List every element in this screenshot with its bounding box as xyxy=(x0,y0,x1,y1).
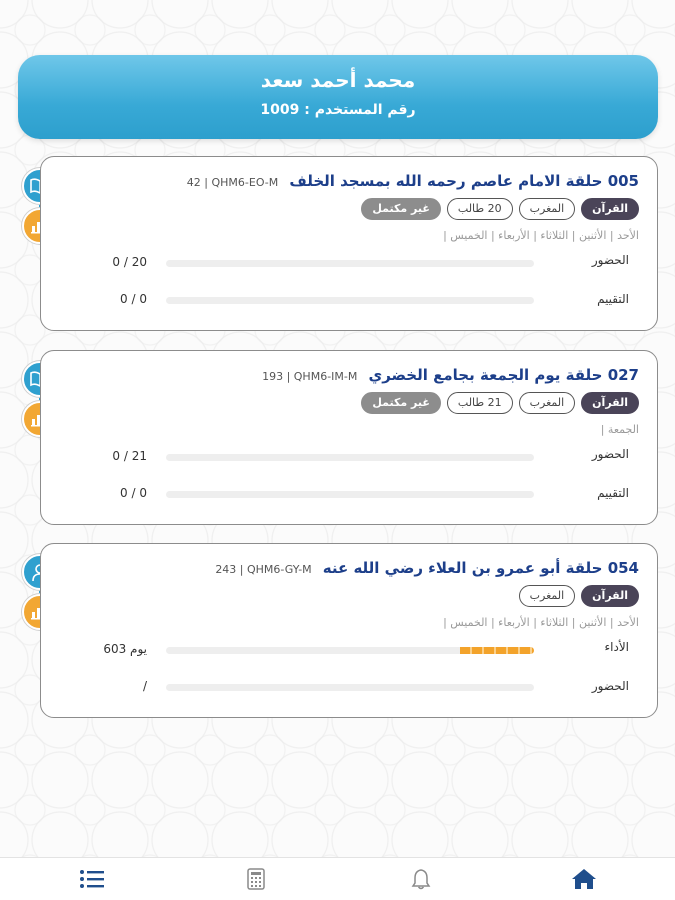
metric-label: الحضور xyxy=(591,447,629,461)
card-tags xyxy=(361,392,639,414)
rating-bar xyxy=(166,491,534,498)
list-icon[interactable] xyxy=(78,866,106,892)
bell-icon[interactable] xyxy=(407,866,435,892)
tag-subject: القرآن xyxy=(581,585,639,607)
card-meta: 193 | QHM6-IM-M xyxy=(262,370,358,383)
report-icon[interactable] xyxy=(242,866,270,892)
performance-bar-fill xyxy=(460,647,534,654)
metric-label: الحضور xyxy=(591,679,629,693)
card-title: 027 حلقة يوم الجمعة بجامع الخضري xyxy=(368,366,639,384)
card-days: الأحد | الأثنين | الثلاثاء | الأربعاء | الخميس | xyxy=(443,229,639,242)
metric-value: 603 يوم xyxy=(103,642,147,656)
metric-label: التقييم xyxy=(597,486,629,500)
tag-time: المغرب xyxy=(519,585,576,607)
card-days: الجمعة | xyxy=(600,423,639,436)
tag-time: المغرب xyxy=(519,392,576,414)
metric-value: / xyxy=(142,679,147,693)
tag-status: غير مكتمل xyxy=(361,198,441,220)
tag-subject: القرآن xyxy=(581,198,639,220)
card-meta: 42 | QHM6-EO-M xyxy=(186,176,279,189)
card-title-row xyxy=(61,558,639,577)
metric-label: الأداء xyxy=(604,640,629,654)
tag-subject: القرآن xyxy=(581,392,639,414)
performance-bar xyxy=(166,647,534,654)
metric-label: الحضور xyxy=(591,253,629,267)
card-days: الأحد | الأثنين | الثلاثاء | الأربعاء | الخميس | xyxy=(443,616,639,629)
metric-value: 0 / 20 xyxy=(112,255,147,269)
rating-bar xyxy=(166,297,534,304)
attendance-bar xyxy=(166,454,534,461)
tag-students: 20 طالب xyxy=(447,198,513,220)
attendance-bar xyxy=(166,684,534,691)
tag-status: غير مكتمل xyxy=(361,392,441,414)
card-title: 054 حلقة أبو عمرو بن العلاء رضي الله عنه xyxy=(322,559,639,577)
bottom-nav xyxy=(0,857,675,900)
home-icon[interactable] xyxy=(570,866,598,892)
user-id: رقم المستخدم : 1009 xyxy=(260,102,416,118)
card-title-row xyxy=(61,171,639,190)
card-tags xyxy=(519,585,639,607)
circle-card[interactable] xyxy=(40,156,658,331)
metric-value: 0 / 0 xyxy=(120,292,147,306)
card-title-row xyxy=(61,365,639,384)
tag-time: المغرب xyxy=(519,198,576,220)
circle-card[interactable] xyxy=(40,543,658,718)
card-meta: 243 | QHM6-GY-M xyxy=(215,563,312,576)
tag-students: 21 طالب xyxy=(447,392,513,414)
circle-card[interactable] xyxy=(40,350,658,525)
metric-value: 0 / 21 xyxy=(112,449,147,463)
metric-value: 0 / 0 xyxy=(120,486,147,500)
user-header xyxy=(18,55,658,139)
card-tags xyxy=(361,198,639,220)
attendance-bar xyxy=(166,260,534,267)
user-name: محمد أحمد سعد xyxy=(260,68,416,92)
metric-label: التقييم xyxy=(597,292,629,306)
card-title: 005 حلقة الامام عاصم رحمه الله بمسجد الخلف xyxy=(289,172,639,190)
